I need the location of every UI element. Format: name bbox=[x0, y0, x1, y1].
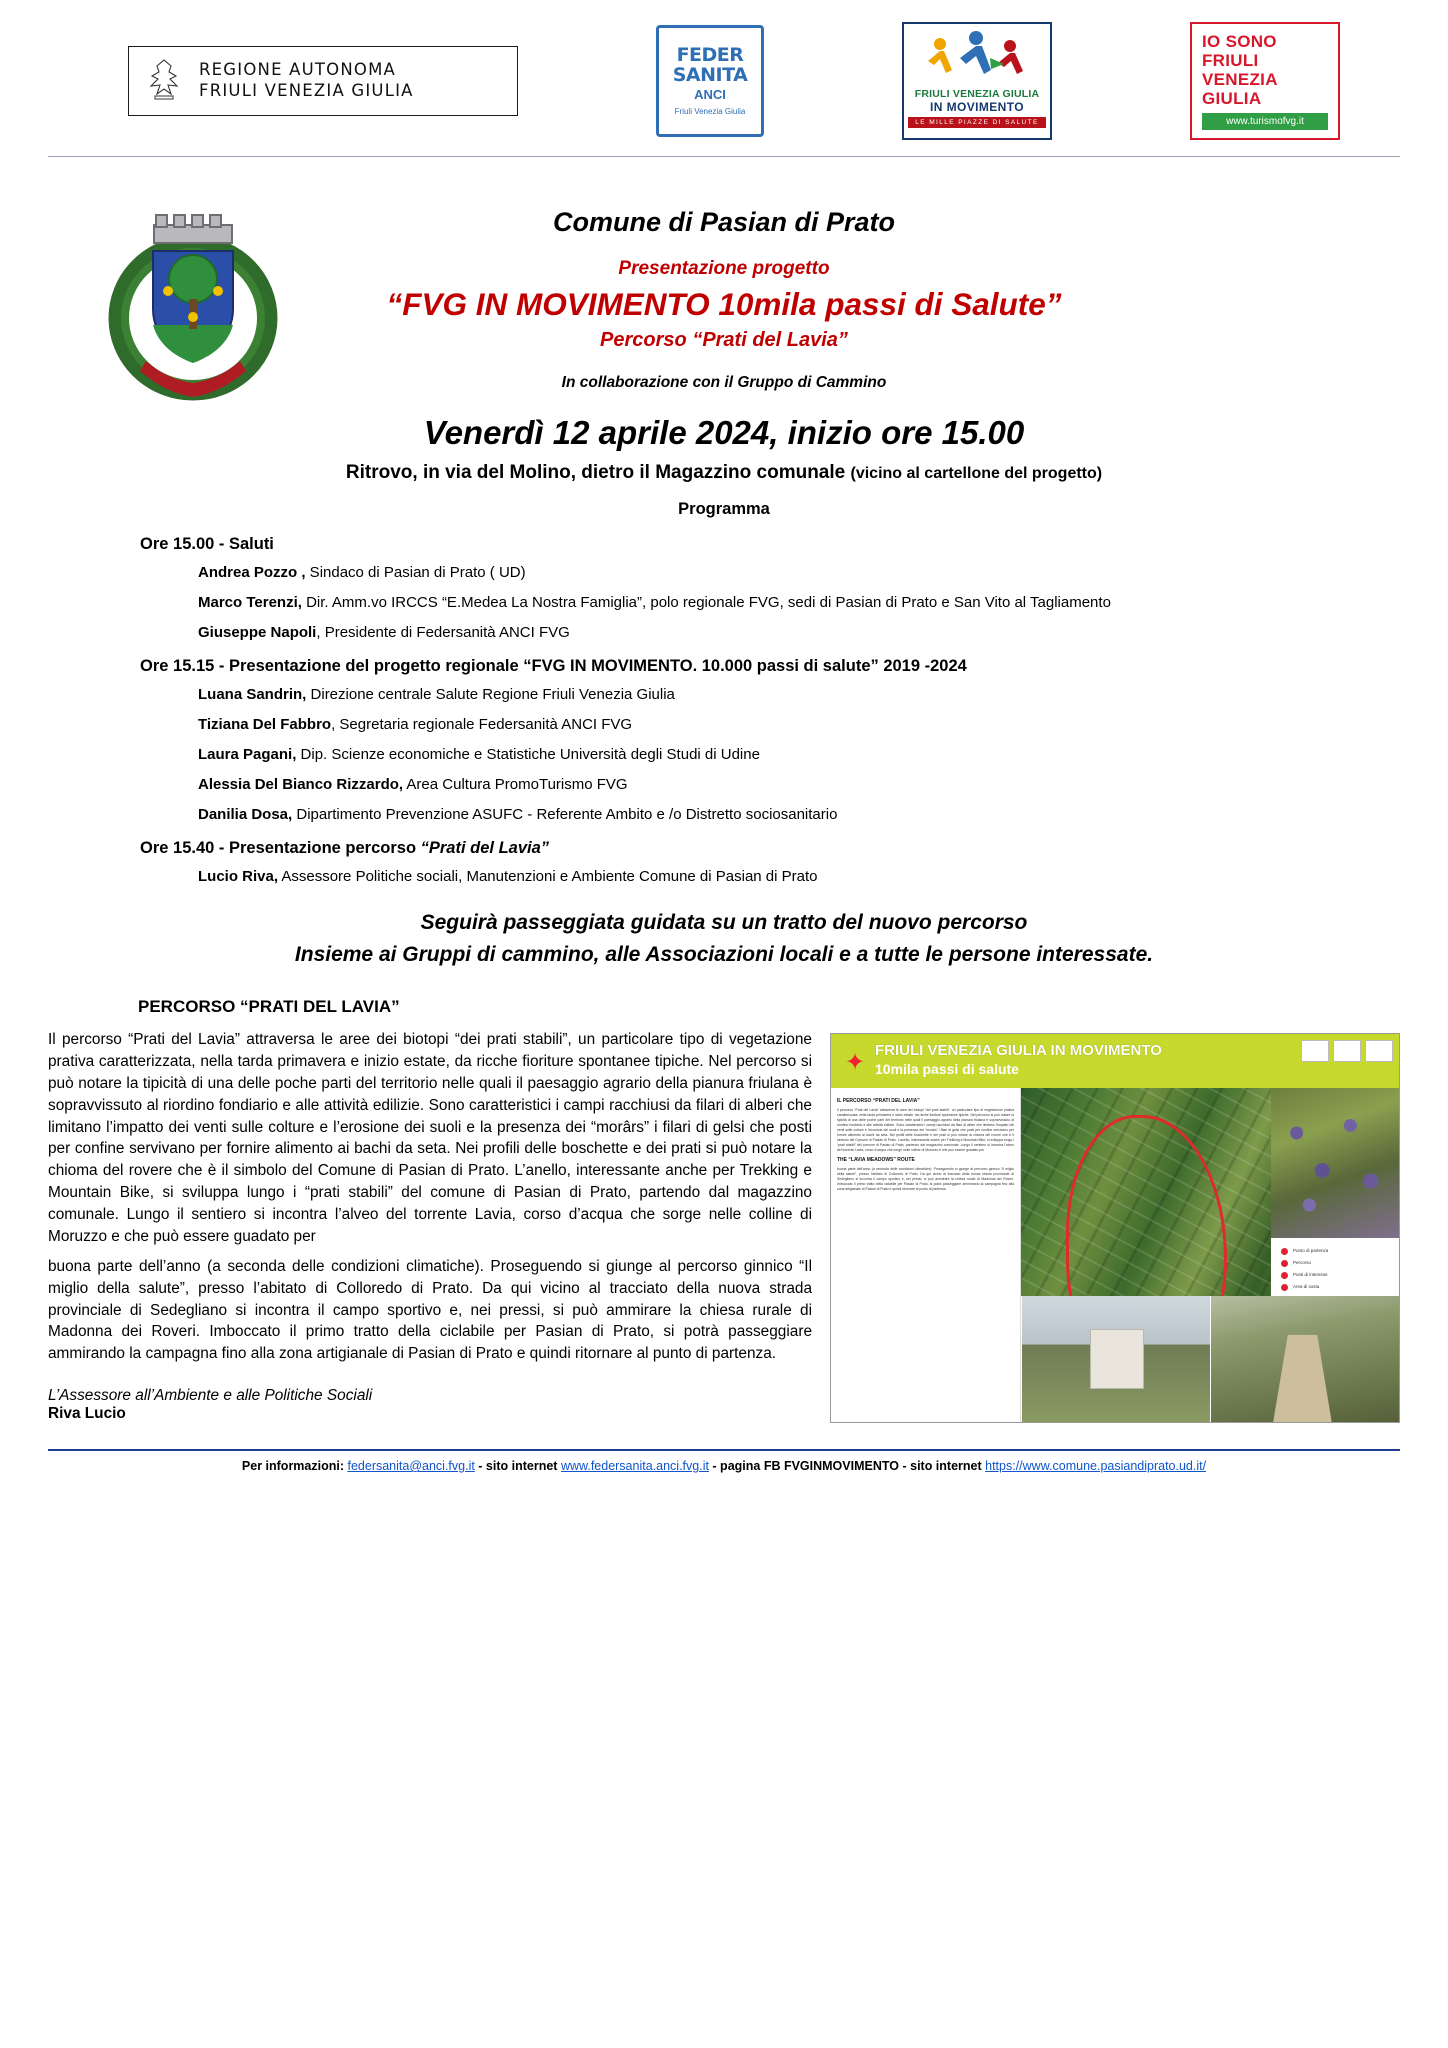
speaker-row bbox=[198, 686, 1400, 703]
section-heading: PERCORSO “PRATI DEL LAVIA” bbox=[138, 997, 400, 1016]
legend-row bbox=[1281, 1260, 1389, 1267]
title-block bbox=[48, 207, 1400, 519]
event-location-note: (vicino al cartellone del progetto) bbox=[850, 465, 1103, 482]
poster-description-en: buona parte dell’anno (a seconda delle condizioni climatiche). Proseguendo si giunge al percorso ginnico “Il miglio della salute”, presso l’abitato di Colloredo di Prato. Da qui vicino al tracciato della nuova strada provinciale di Sedegliano si incontra il campo sportivo e, nei pressi, si può ammirare la chiesa rurale di Madonna dei Roveri. Imboccato il primo tratto della ciclabile per Pasian di Prato, si potrà passeggiare ammirando la campagna fino alla zona artigianale di Pasian di Prato e quindi ritornare al punto di partenza. bbox=[837, 1166, 1014, 1191]
speaker-row bbox=[198, 624, 1400, 641]
logo-regione-autonoma bbox=[128, 46, 518, 116]
signature-role: L’Assessore all’Ambiente e alle Politiche Sociali bbox=[48, 1387, 373, 1405]
logo-turismo-line1: IO SONO bbox=[1202, 32, 1277, 51]
section-body bbox=[48, 1029, 1400, 1365]
subtitle-presentazione: Presentazione progetto bbox=[618, 258, 830, 279]
poster-description-title-en: THE “LAVIA MEADOWS” ROUTE bbox=[837, 1156, 915, 1163]
speaker-name: Marco Terenzi, bbox=[198, 594, 302, 611]
route-description-main: Il percorso “Prati del Lavia” attraversa le aree dei biotopi “dei prati stabili”, un particolare tipo di vegetazione prativa caratterizzata, nella tarda primavera e inizio estate, da ricche fioriture spontanee tipiche. Nel percorso si può notare la tipicità di una delle poche parti del territorio nelle quali il paesaggio agrario della pianura friulana è sopravvissuto al riordino fondiario e alle attività edilizie. Sono caratteristici i campi racchiusi da filari di alberi che limitano l’impatto dei venti sulle colture e l’erosione dei suoli e la presenza dei “morârs” i filari di gelsi che posti per confine servivano per fornire alimento ai bachi da seta. Nei profili delle boschette e dei prati si può notare la chioma del rovere che è il simbolo del Comune di Pasian di Prato. L’anello, interessante anche per Trekking e Mountain Bike, si sviluppa lungo i “prati stabili” del comune di Pasian di Prato, partendo dal magazzino comunale. Lungo il sentiero si incontra l’alveo del torrente Lavia, corso d’acqua che sorge nelle colline di Moruzzo e che può essere guadato per bbox=[48, 1031, 812, 1245]
poster-photo-strip bbox=[1021, 1296, 1399, 1422]
event-location-main: Ritrovo, in via del Molino, dietro il Magazzino comunale bbox=[345, 462, 846, 483]
poster-badge-icon bbox=[1365, 1040, 1393, 1062]
speaker-role: Dir. Amm.vo IRCCS “E.Medea La Nostra Famiglia”, polo regionale FVG, sedi di Pasian di Prato e San Vito al Tagliamento bbox=[301, 594, 1111, 611]
slot-heading-text-0: Ore 15.00 - Saluti bbox=[140, 535, 274, 553]
poster-badge-icon bbox=[1301, 1040, 1329, 1062]
speaker-name: Andrea Pozzo , bbox=[198, 564, 306, 581]
poster-description-column bbox=[831, 1088, 1021, 1423]
legend-label: Percorso bbox=[1293, 1260, 1312, 1266]
logo-fvg-in-movimento bbox=[902, 22, 1052, 140]
footer-sep-1: - sito internet bbox=[474, 1459, 561, 1474]
wildflowers-photo bbox=[1271, 1088, 1399, 1238]
closing-line-1: Seguirà passeggiata guidata su un tratto del nuovo percorso bbox=[420, 911, 1028, 934]
legend-label: Punti di interesse bbox=[1293, 1272, 1328, 1278]
logo-turismo-url[interactable]: www.turismofvg.it bbox=[1202, 113, 1328, 130]
footer-sep-2: - pagina FB FVGINMOVIMENTO - sito internet bbox=[708, 1459, 986, 1474]
speaker-row bbox=[198, 716, 1400, 733]
speaker-row bbox=[198, 806, 1400, 823]
star-icon: ✦ bbox=[845, 1049, 866, 1076]
logo-federsanita-line2: SANITA bbox=[672, 63, 748, 86]
slot-heading-text-1: Ore 15.15 - Presentazione del progetto regionale “FVG IN MOVIMENTO. 10.000 passi di salute” 2019 -2024 bbox=[140, 657, 967, 675]
logo-regione-line1: REGIONE AUTONOMA bbox=[199, 60, 397, 80]
logo-regione-text bbox=[199, 60, 414, 101]
speaker-role: Assessore Politiche sociali, Manutenzioni e Ambiente Comune di Pasian di Prato bbox=[278, 868, 818, 885]
legend-dot-icon bbox=[1281, 1248, 1288, 1255]
logo-movimento-line2: IN MOVIMENTO bbox=[930, 100, 1024, 114]
church-photo bbox=[1021, 1296, 1210, 1422]
event-location bbox=[48, 462, 1400, 484]
speaker-row bbox=[198, 594, 1400, 611]
slot-heading-text-2: Ore 15.40 - Presentazione percorso bbox=[140, 839, 421, 857]
logo-movimento-line3: LE MILLE PIAZZE DI SALUTE bbox=[908, 117, 1046, 128]
logo-turismo-line3: VENEZIA bbox=[1202, 70, 1278, 90]
legend-label: Punto di partenza bbox=[1293, 1248, 1329, 1254]
collaboration-note: In collaborazione con il Gruppo di Cammino bbox=[561, 374, 887, 391]
poster-banner-line2: 10mila passi di salute bbox=[875, 1060, 1019, 1077]
legend-row bbox=[1281, 1272, 1389, 1279]
speaker-role: Sindaco di Pasian di Prato ( UD) bbox=[305, 564, 526, 581]
legend-row bbox=[1281, 1284, 1389, 1291]
speaker-name: Laura Pagani, bbox=[198, 746, 297, 763]
footer bbox=[48, 1449, 1400, 1491]
poster-description-title-it: IL PERCORSO “PRATI DEL LAVIA” bbox=[837, 1098, 920, 1104]
poster-description-it: Il percorso “Prati del Lavia” attraversa le aree dei biotopi “dei prati stabili”, un particolare tipo di vegetazione prativa caratterizzata, nella tarda primavera e inizio estate, da ricche fioriture spontanee tipiche. Nel percorso si può notare la tipicità di una delle poche parti del territorio nelle quali il paesaggio agrario della pianura friulana è sopravvissuto al riordino fondiario e alle attività edilizie. Sono caratteristici i campi racchiusi da filari di alberi che limitano l’impatto dei venti sulle colture e l’erosione dei suoli e la presenza dei “morârs” i filari di gelsi che posti per confine servivano per fornire alimento ai bachi da seta. Nei profili delle boschette e dei prati si può notare la chioma del rovere che è il simbolo del Comune di Pasian di Prato. L’anello, interessante anche per Trekking e Mountain Bike, si sviluppa lungo i “prati stabili” del comune di Pasian di Prato, partendo dal magazzino comunale. Lungo il sentiero si incontra l’alveo del torrente Lavia, corso d’acqua che sorge nelle colline di Moruzzo e che può essere guadato per bbox=[837, 1108, 1014, 1152]
logo-row bbox=[48, 0, 1400, 150]
route-description-tail: buona parte dell’anno (a seconda delle condizioni climatiche). Proseguendo si giunge al percorso ginnico “Il miglio della salute”, presso l’abitato di Colloredo di Prato. Da qui vicino al tracciato della nuova strada provinciale di Sedegliano si incontra il campo sportivo e, nei pressi, si può ammirare la chiesa rurale di Madonna dei Roveri. Imboccato il primo tratto della ciclabile per Pasian di Prato, si potrà passeggiare ammirando la campagna fino alla zona artigianale di Pasian di Prato e quindi ritornare al punto di partenza. bbox=[48, 1257, 812, 1363]
logo-federsanita-line3: ANCI bbox=[694, 86, 726, 102]
speaker-row bbox=[198, 746, 1400, 763]
logo-movimento-line1: FRIULI VENEZIA GIULIA bbox=[914, 88, 1040, 100]
legend-row bbox=[1281, 1248, 1389, 1255]
running-figures-icon bbox=[912, 28, 1042, 88]
speaker-role: , Presidente di Federsanità ANCI FVG bbox=[316, 624, 570, 641]
speaker-name: Alessia Del Bianco Rizzardo, bbox=[198, 776, 404, 793]
speaker-role: Dipartimento Prevenzione ASUFC - Referente Ambito e /o Distretto sociosanitario bbox=[292, 806, 838, 823]
logo-federsanita bbox=[656, 25, 764, 137]
programme-slot-heading-1 bbox=[140, 657, 1400, 676]
logo-io-sono-fvg bbox=[1190, 22, 1340, 140]
programme-slot-heading-0 bbox=[140, 535, 1400, 554]
programme-list bbox=[48, 535, 1400, 885]
legend-label: Area di sosta bbox=[1293, 1284, 1320, 1290]
poster-logo-badges bbox=[1301, 1040, 1393, 1062]
logo-turismo-line2: FRIULI bbox=[1202, 51, 1259, 71]
footer-prefix: Per informazioni: bbox=[241, 1459, 348, 1474]
speaker-role: Area Cultura PromoTurismo FVG bbox=[403, 776, 628, 793]
speaker-name: Tiziana Del Fabbro bbox=[198, 716, 332, 733]
project-title: “FVG IN MOVIMENTO 10mila passi di Salute” bbox=[386, 286, 1062, 322]
speaker-role: Direzione centrale Salute Regione Friuli Venezia Giulia bbox=[306, 686, 675, 703]
speaker-row bbox=[198, 564, 1400, 581]
speaker-row bbox=[198, 776, 1400, 793]
logo-federsanita-line4: Friuli Venezia Giulia bbox=[674, 106, 746, 116]
speaker-name: Danilia Dosa, bbox=[198, 806, 293, 823]
poster-banner-line1: FRIULI VENEZIA GIULIA IN MOVIMENTO bbox=[875, 1042, 1162, 1060]
page-title: Comune di Pasian di Prato bbox=[552, 207, 896, 237]
legend-dot-icon bbox=[1281, 1272, 1288, 1279]
footer-site1-link[interactable]: www.federsanita.anci.fvg.it bbox=[560, 1459, 709, 1474]
event-date: Venerdì 12 aprile 2024, inizio ore 15.00 bbox=[423, 414, 1025, 451]
footer-site2-link[interactable]: https://www.comune.pasiandiprato.ud.it/ bbox=[985, 1459, 1207, 1474]
signature-name: Riva Lucio bbox=[48, 1405, 126, 1423]
poster-badge-icon bbox=[1333, 1040, 1361, 1062]
closing-line-2: Insieme ai Gruppi di cammino, alle Associazioni locali e a tutte le persone interessate. bbox=[294, 943, 1154, 966]
speaker-name: Giuseppe Napoli bbox=[198, 624, 317, 641]
legend-dot-icon bbox=[1281, 1284, 1288, 1291]
legend-dot-icon bbox=[1281, 1260, 1288, 1267]
path-photo bbox=[1210, 1296, 1399, 1422]
route-poster-image bbox=[830, 1033, 1400, 1423]
header-divider bbox=[48, 156, 1400, 157]
logo-turismo-line4: GIULIA bbox=[1202, 89, 1262, 109]
comune-coat-of-arms bbox=[106, 213, 281, 403]
programme-slot-heading-2 bbox=[140, 839, 1400, 858]
slot-heading-italic-2: “Prati del Lavia” bbox=[420, 839, 550, 857]
programme-label: Programma bbox=[678, 500, 770, 518]
speaker-name: Lucio Riva, bbox=[198, 868, 279, 885]
speaker-role: Dip. Scienze economiche e Statistiche Università degli Studi di Udine bbox=[296, 746, 760, 763]
logo-regione-line2: FRIULI VENEZIA GIULIA bbox=[199, 81, 414, 100]
speaker-name: Luana Sandrin, bbox=[198, 686, 307, 703]
eagle-icon bbox=[143, 56, 185, 106]
route-title: Percorso “Prati del Lavia” bbox=[600, 329, 848, 351]
logo-federsanita-line1: FEDER bbox=[676, 44, 744, 67]
footer-email-link[interactable]: federsanita@anci.fvg.it bbox=[347, 1459, 475, 1474]
speaker-row bbox=[198, 868, 1400, 885]
speaker-role: , Segretaria regionale Federsanità ANCI FVG bbox=[331, 716, 633, 733]
